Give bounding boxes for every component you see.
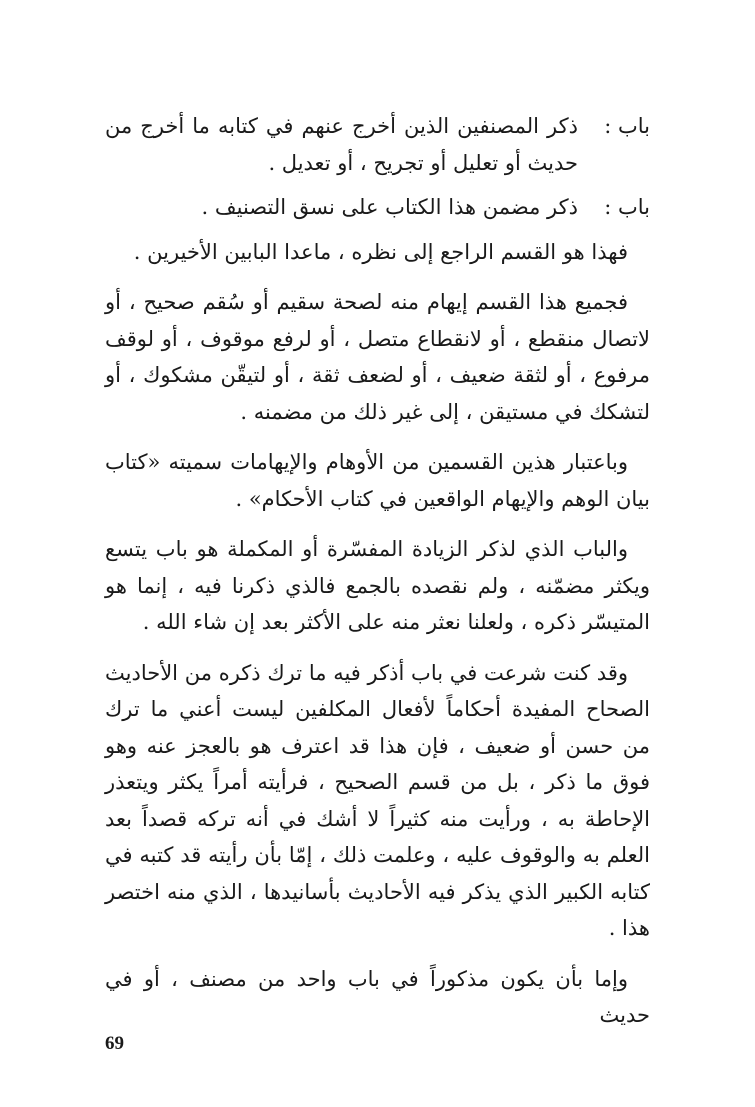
paragraph: وقد كنت شرعت في باب أذكر فيه ما ترك ذكره من الأحاديث الصحاح المفيدة أحكاماً لأفعال المكلفين ليست أعني ما ترك من حسن أو ضعيف ، فإن هذا قد اعترف هو بالعجز عنه وهو فوق ما ذكر ، بل من قسم الصحيح ، فرأيته أمراً يكثر ويتعذر الإحاطة به ، ورأيت منه كثيراً لا أشك في أنه تركه قصداً بعد العلم به والوقوف عليه ، وعلمت ذلك ، إمّا بأن رأيته قد كتبه في كتابه الكبير الذي يذكر فيه الأحاديث بأسانيدها ، الذي منه اختصر هذا . — [105, 660, 650, 940]
bab-entry — [105, 189, 650, 226]
bab-label: باب : — [604, 195, 650, 219]
paragraph: والباب الذي لذكر الزيادة المفسّرة أو المكملة هو باب يتسع ويكثر مضمّنه ، ولم نقصده بالجمع فالذي ذكرنا فيه ، إنما هو المتيسّر ذكره ، ولعلنا نعثر منه على الأكثر بعد إن شاء الله . — [105, 537, 650, 634]
paragraph: وإما بأن يكون مذكوراً في باب واحد من مصنف ، أو في حديث — [105, 966, 650, 1027]
bab-entry — [105, 108, 650, 181]
bab-text: ذكر المصنفين الذين أخرج عنهم في كتابه ما أخرج من حديث أو تعليل أو تجريح ، أو تعديل . — [105, 114, 578, 175]
book-page-body — [105, 108, 650, 1034]
paragraph: فهذا هو القسم الراجع إلى نظره ، ماعدا البابين الأخيرين . — [133, 239, 628, 264]
page-number: 69 — [105, 1033, 124, 1054]
bab-label: باب : — [604, 114, 650, 138]
paragraph: فجميع هذا القسم إيهام منه لصحة سقيم أو سُقم صحيح ، أو لاتصال منقطع ، أو لانقطاع متصل ، أو لرفع موقوف ، أو لوقف مرفوع ، أو لثقة ضعيف ، أو لضعف ثقة ، أو لتيقّن مشكوك ، أو لتشكك في مستيقن ، إلى غير ذلك من مضمنه . — [105, 290, 650, 424]
bab-text: ذكر مضمن هذا الكتاب على نسق التصنيف . — [201, 195, 578, 219]
paragraph: وباعتبار هذين القسمين من الأوهام والإيهامات سميته «كتاب بيان الوهم والإيهام الواقعين في كتاب الأحكام» . — [105, 450, 650, 511]
